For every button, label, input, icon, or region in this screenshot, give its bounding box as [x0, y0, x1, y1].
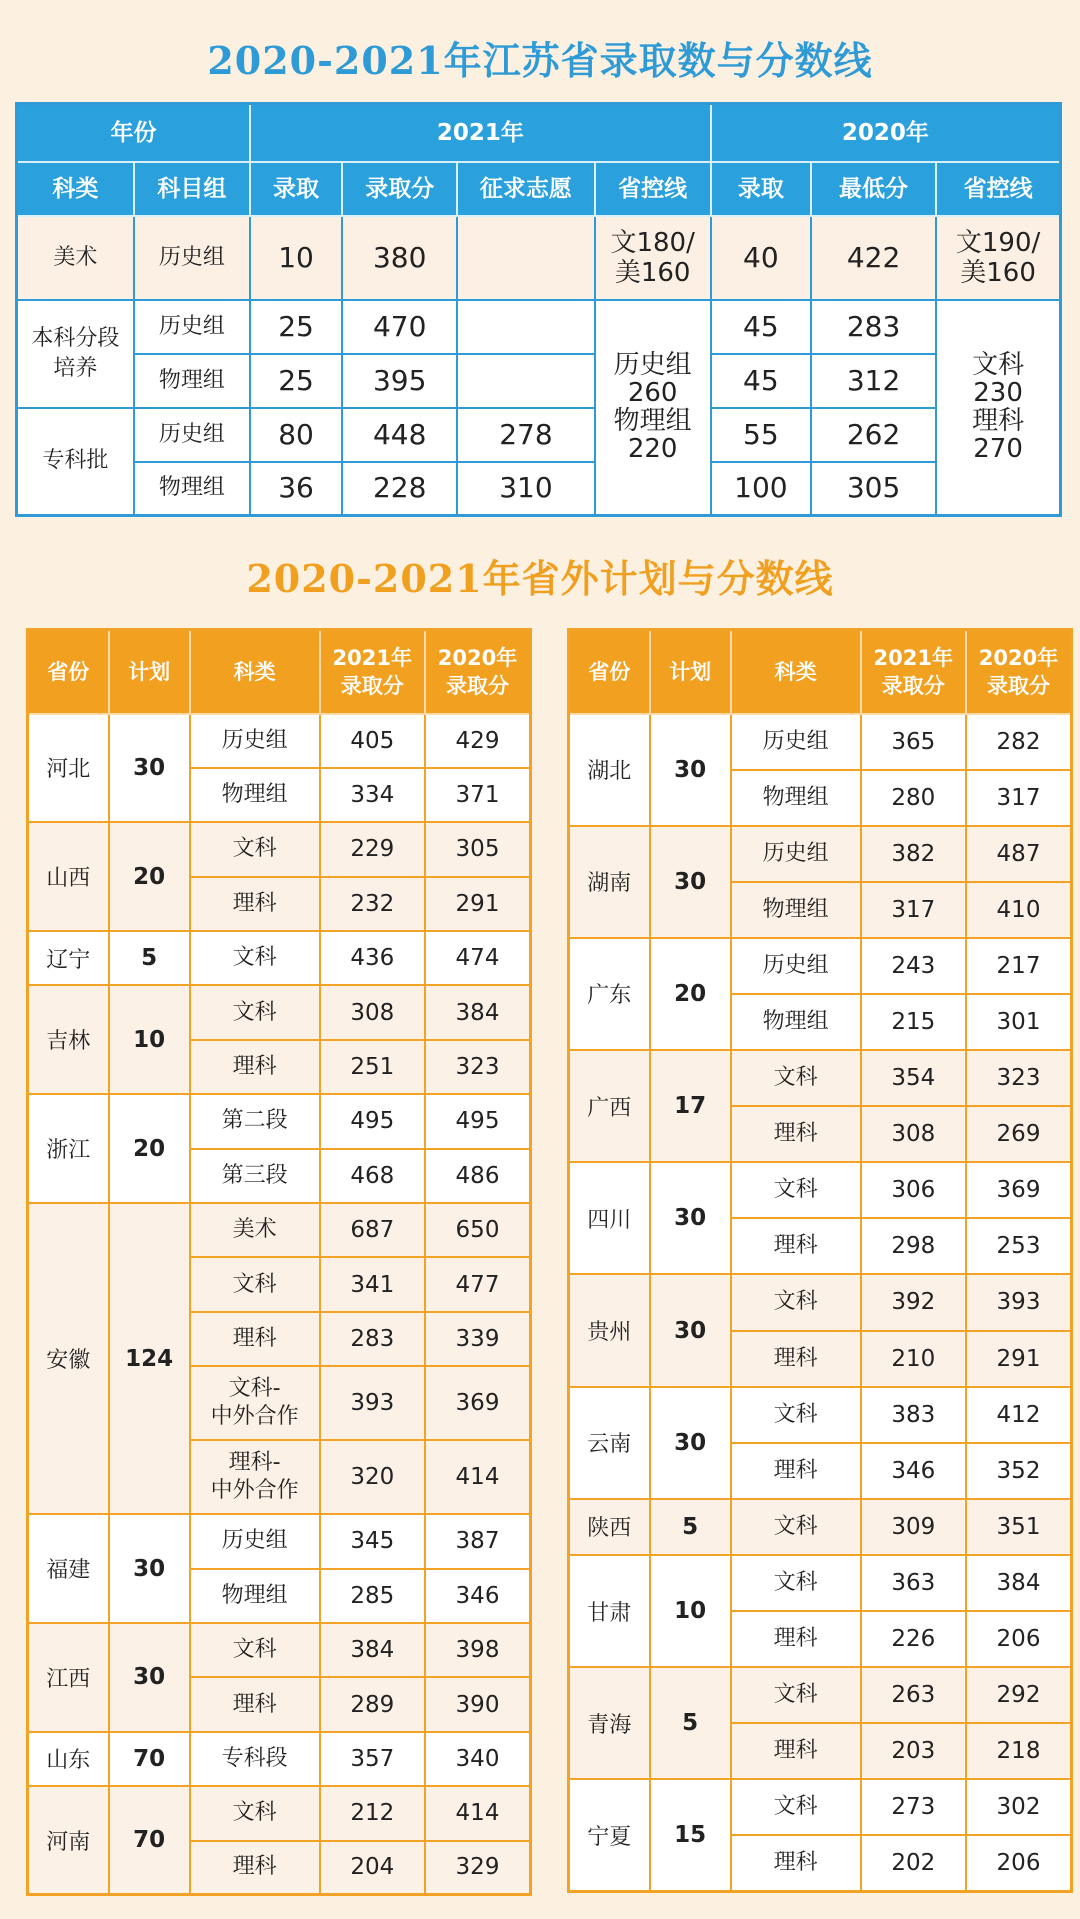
score-2021-cell: 365 — [861, 714, 966, 770]
score-2020-cell: 369 — [425, 1366, 531, 1440]
score-2020-cell: 253 — [966, 1218, 1072, 1274]
score-2020-cell: 317 — [966, 770, 1072, 826]
value-cell: 45 — [711, 354, 811, 408]
col-header: 省份 — [28, 630, 109, 714]
value-cell: 448 — [342, 408, 457, 462]
plan-cell: 20 — [109, 822, 190, 931]
score-2020-cell: 323 — [425, 1040, 531, 1094]
province-cell: 江西 — [28, 1623, 109, 1732]
subject-cell: 文科 — [190, 1257, 320, 1311]
province-cell: 青海 — [569, 1667, 650, 1779]
score-2020-cell: 302 — [966, 1779, 1072, 1835]
subject-cell: 理科 — [731, 1218, 861, 1274]
col-header: 科类 — [190, 630, 320, 714]
subject-cell: 历史组 — [731, 826, 861, 882]
col-header: 计划 — [650, 630, 731, 714]
province-cell: 浙江 — [28, 1094, 109, 1203]
table-row — [569, 938, 1072, 994]
outside-table-title: 2020-2021年省外计划与分数线 — [246, 556, 834, 601]
value-cell: 283 — [811, 300, 936, 354]
col-header: 省控线 — [595, 162, 711, 216]
province-cell: 云南 — [569, 1387, 650, 1499]
table-row — [569, 826, 1072, 882]
subject-cell: 美术 — [190, 1203, 320, 1257]
category-cell: 本科分段 培养 — [17, 300, 134, 408]
score-2020-cell: 206 — [966, 1611, 1072, 1667]
subject-cell: 文科 — [731, 1050, 861, 1106]
score-2020-cell: 340 — [425, 1732, 531, 1786]
score-2020-cell: 384 — [966, 1555, 1072, 1611]
score-2021-cell: 204 — [320, 1841, 425, 1895]
score-2020-cell: 346 — [425, 1569, 531, 1623]
table-row — [28, 1203, 531, 1257]
score-2021-cell: 251 — [320, 1040, 425, 1094]
table-row — [569, 1555, 1072, 1611]
subject-cell: 文科 — [731, 1779, 861, 1835]
plan-cell: 17 — [650, 1050, 731, 1162]
subject-cell: 文科 — [731, 1274, 861, 1330]
value-cell: 262 — [811, 408, 936, 462]
subject-cell: 历史组 — [731, 714, 861, 770]
score-2020-cell: 301 — [966, 994, 1072, 1050]
subject-cell: 理科 — [190, 1841, 320, 1895]
subject-cell: 理科 — [731, 1443, 861, 1499]
score-2020-cell: 351 — [966, 1499, 1072, 1555]
plan-cell: 30 — [650, 1274, 731, 1386]
score-2021-cell: 334 — [320, 768, 425, 822]
table-row — [28, 1623, 531, 1677]
plan-cell: 30 — [650, 1387, 731, 1499]
subject-cell: 文科 — [190, 1786, 320, 1840]
score-2021-cell: 289 — [320, 1677, 425, 1731]
col-header: 科类 — [17, 162, 134, 216]
province-cell: 安徽 — [28, 1203, 109, 1514]
value-cell: 100 — [711, 462, 811, 516]
outside-plan-table-left — [26, 628, 532, 1896]
value-cell: 395 — [342, 354, 457, 408]
score-2020-cell: 282 — [966, 714, 1072, 770]
table-row — [28, 714, 531, 768]
col-header: 2021年 录取分 — [320, 630, 425, 714]
col-header: 科类 — [731, 630, 861, 714]
plan-cell: 20 — [650, 938, 731, 1050]
plan-cell: 15 — [650, 1779, 731, 1891]
score-2021-cell: 215 — [861, 994, 966, 1050]
plan-cell: 10 — [650, 1555, 731, 1667]
subject-cell: 历史组 — [731, 938, 861, 994]
table-row — [569, 1667, 1072, 1723]
score-2020-cell: 414 — [425, 1440, 531, 1514]
score-2020-cell: 393 — [966, 1274, 1072, 1330]
score-2021-cell: 687 — [320, 1203, 425, 1257]
score-2020-cell: 384 — [425, 985, 531, 1039]
value-cell: 36 — [250, 462, 342, 516]
col-header: 最低分 — [811, 162, 936, 216]
province-cell: 湖南 — [569, 826, 650, 938]
table-row — [28, 931, 531, 985]
plan-cell: 30 — [650, 714, 731, 826]
score-2021-cell: 495 — [320, 1094, 425, 1148]
score-2020-cell: 410 — [966, 882, 1072, 938]
province-cell: 宁夏 — [569, 1779, 650, 1891]
subject-cell: 理科 — [731, 1331, 861, 1387]
score-2021-cell: 263 — [861, 1667, 966, 1723]
province-cell: 辽宁 — [28, 931, 109, 985]
value-cell: 25 — [250, 354, 342, 408]
score-2021-cell: 393 — [320, 1366, 425, 1440]
subject-cell: 文科 — [190, 1623, 320, 1677]
score-2021-cell: 285 — [320, 1569, 425, 1623]
category-cell: 专科批 — [17, 408, 134, 516]
score-2020-cell: 339 — [425, 1312, 531, 1366]
value-cell: 380 — [342, 216, 457, 300]
subject-cell: 文科 — [731, 1667, 861, 1723]
value-cell: 55 — [711, 408, 811, 462]
category-cell: 美术 — [17, 216, 134, 300]
subject-cell: 理科 — [190, 1312, 320, 1366]
value-cell: 470 — [342, 300, 457, 354]
table-row — [569, 714, 1072, 770]
score-2020-cell: 369 — [966, 1162, 1072, 1218]
score-2021-cell: 306 — [861, 1162, 966, 1218]
group-cell: 物理组 — [134, 354, 250, 408]
group-cell: 历史组 — [134, 216, 250, 300]
subject-cell: 理科 — [190, 1677, 320, 1731]
header-2021: 2021年 — [250, 104, 711, 162]
score-2021-cell: 212 — [320, 1786, 425, 1840]
score-2021-cell: 382 — [861, 826, 966, 882]
score-2020-cell: 495 — [425, 1094, 531, 1148]
value-cell: 80 — [250, 408, 342, 462]
province-cell: 陕西 — [569, 1499, 650, 1555]
subject-cell: 专科段 — [190, 1732, 320, 1786]
value-cell: 10 — [250, 216, 342, 300]
province-cell: 湖北 — [569, 714, 650, 826]
plan-cell: 5 — [650, 1667, 731, 1779]
subject-cell: 理科 — [731, 1835, 861, 1891]
control-line-merged-2021: 历史组 260 物理组 220 — [595, 300, 711, 516]
score-2021-cell: 280 — [861, 770, 966, 826]
col-header: 科目组 — [134, 162, 250, 216]
col-header: 录取 — [250, 162, 342, 216]
score-2020-cell: 269 — [966, 1106, 1072, 1162]
subject-cell: 文科 — [731, 1555, 861, 1611]
subject-cell: 文科 — [731, 1499, 861, 1555]
province-cell: 山西 — [28, 822, 109, 931]
province-cell: 广东 — [569, 938, 650, 1050]
subject-cell: 理科 — [731, 1723, 861, 1779]
score-2020-cell: 412 — [966, 1387, 1072, 1443]
plan-cell: 30 — [109, 1623, 190, 1732]
subject-cell: 文科 — [190, 822, 320, 876]
plan-cell: 30 — [109, 1514, 190, 1623]
control-line-merged-2020: 文科 230 理科 270 — [936, 300, 1060, 516]
score-2020-cell: 650 — [425, 1203, 531, 1257]
header-year: 年份 — [17, 104, 250, 162]
subject-cell: 文科 — [190, 985, 320, 1039]
score-2020-cell: 371 — [425, 768, 531, 822]
table-row — [569, 1499, 1072, 1555]
score-2020-cell: 292 — [966, 1667, 1072, 1723]
value-cell: 312 — [811, 354, 936, 408]
control-line-cell: 文190/ 美160 — [936, 216, 1060, 300]
score-2021-cell: 405 — [320, 714, 425, 768]
subject-cell: 理科 — [190, 877, 320, 931]
subject-cell: 物理组 — [731, 882, 861, 938]
table-row — [28, 1732, 531, 1786]
score-2020-cell: 487 — [966, 826, 1072, 882]
score-2021-cell: 346 — [861, 1443, 966, 1499]
jiangsu-admission-table — [15, 102, 1062, 517]
score-2020-cell: 206 — [966, 1835, 1072, 1891]
score-2021-cell: 283 — [320, 1312, 425, 1366]
subject-cell: 理科- 中外合作 — [190, 1440, 320, 1514]
col-header: 录取分 — [342, 162, 457, 216]
value-cell: 45 — [711, 300, 811, 354]
table-row — [28, 1094, 531, 1148]
score-2021-cell: 202 — [861, 1835, 966, 1891]
score-2021-cell: 320 — [320, 1440, 425, 1514]
score-2020-cell: 398 — [425, 1623, 531, 1677]
score-2021-cell: 363 — [861, 1555, 966, 1611]
score-2021-cell: 357 — [320, 1732, 425, 1786]
plan-cell: 124 — [109, 1203, 190, 1514]
plan-cell: 70 — [109, 1786, 190, 1895]
subject-cell: 物理组 — [731, 994, 861, 1050]
score-2020-cell: 390 — [425, 1677, 531, 1731]
score-2021-cell: 384 — [320, 1623, 425, 1677]
table-row — [569, 1274, 1072, 1330]
value-cell — [457, 300, 594, 354]
value-cell — [457, 354, 594, 408]
score-2021-cell: 354 — [861, 1050, 966, 1106]
group-cell: 历史组 — [134, 300, 250, 354]
province-cell: 甘肃 — [569, 1555, 650, 1667]
col-header: 2020年 录取分 — [425, 630, 531, 714]
score-2021-cell: 273 — [861, 1779, 966, 1835]
col-header: 省份 — [569, 630, 650, 714]
score-2021-cell: 383 — [861, 1387, 966, 1443]
value-cell: 25 — [250, 300, 342, 354]
subject-cell: 物理组 — [731, 770, 861, 826]
subject-cell: 文科 — [731, 1387, 861, 1443]
score-2021-cell: 243 — [861, 938, 966, 994]
col-header: 征求志愿 — [457, 162, 594, 216]
province-cell: 广西 — [569, 1050, 650, 1162]
group-cell: 历史组 — [134, 408, 250, 462]
col-header: 计划 — [109, 630, 190, 714]
control-line-cell: 文180/ 美160 — [595, 216, 711, 300]
group-cell: 物理组 — [134, 462, 250, 516]
plan-cell: 10 — [109, 985, 190, 1094]
province-cell: 河南 — [28, 1786, 109, 1895]
score-2020-cell: 329 — [425, 1841, 531, 1895]
score-2021-cell: 345 — [320, 1514, 425, 1568]
score-2021-cell: 232 — [320, 877, 425, 931]
value-cell: 310 — [457, 462, 594, 516]
table-row — [28, 985, 531, 1039]
plan-cell: 5 — [650, 1499, 731, 1555]
table-row — [28, 1514, 531, 1568]
plan-cell: 20 — [109, 1094, 190, 1203]
score-2020-cell: 218 — [966, 1723, 1072, 1779]
plan-cell: 70 — [109, 1732, 190, 1786]
score-2020-cell: 217 — [966, 938, 1072, 994]
score-2020-cell: 291 — [966, 1331, 1072, 1387]
score-2020-cell: 291 — [425, 877, 531, 931]
score-2021-cell: 309 — [861, 1499, 966, 1555]
value-cell: 40 — [711, 216, 811, 300]
score-2020-cell: 477 — [425, 1257, 531, 1311]
score-2020-cell: 305 — [425, 822, 531, 876]
value-cell: 422 — [811, 216, 936, 300]
subject-cell: 历史组 — [190, 714, 320, 768]
score-2021-cell: 317 — [861, 882, 966, 938]
province-cell: 山东 — [28, 1732, 109, 1786]
subject-cell: 历史组 — [190, 1514, 320, 1568]
value-cell: 278 — [457, 408, 594, 462]
subject-cell: 理科 — [731, 1106, 861, 1162]
table-row — [569, 1387, 1072, 1443]
header-2020: 2020年 — [711, 104, 1061, 162]
table-row — [569, 1162, 1072, 1218]
plan-cell: 5 — [109, 931, 190, 985]
score-2020-cell: 486 — [425, 1149, 531, 1203]
subject-cell: 理科 — [190, 1040, 320, 1094]
score-2021-cell: 392 — [861, 1274, 966, 1330]
table-row — [569, 1050, 1072, 1106]
score-2021-cell: 308 — [320, 985, 425, 1039]
score-2021-cell: 436 — [320, 931, 425, 985]
province-cell: 河北 — [28, 714, 109, 823]
subject-cell: 文科 — [731, 1162, 861, 1218]
province-cell: 四川 — [569, 1162, 650, 1274]
col-header: 2020年 录取分 — [966, 630, 1072, 714]
score-2020-cell: 429 — [425, 714, 531, 768]
score-2021-cell: 298 — [861, 1218, 966, 1274]
score-2020-cell: 474 — [425, 931, 531, 985]
col-header: 录取 — [711, 162, 811, 216]
score-2020-cell: 352 — [966, 1443, 1072, 1499]
score-2021-cell: 210 — [861, 1331, 966, 1387]
score-2020-cell: 323 — [966, 1050, 1072, 1106]
province-cell: 福建 — [28, 1514, 109, 1623]
table-row — [28, 822, 531, 876]
subject-cell: 理科 — [731, 1611, 861, 1667]
score-2021-cell: 203 — [861, 1723, 966, 1779]
value-cell: 305 — [811, 462, 936, 516]
subject-cell: 文科 — [190, 931, 320, 985]
plan-cell: 30 — [650, 1162, 731, 1274]
table-row — [28, 1786, 531, 1840]
score-2021-cell: 229 — [320, 822, 425, 876]
col-header: 省控线 — [936, 162, 1060, 216]
outside-plan-table-right — [567, 628, 1073, 1893]
subject-cell: 第二段 — [190, 1094, 320, 1148]
subject-cell: 物理组 — [190, 1569, 320, 1623]
subject-cell: 第三段 — [190, 1149, 320, 1203]
province-cell: 贵州 — [569, 1274, 650, 1386]
plan-cell: 30 — [650, 826, 731, 938]
score-2021-cell: 308 — [861, 1106, 966, 1162]
table-row — [569, 1779, 1072, 1835]
score-2020-cell: 387 — [425, 1514, 531, 1568]
score-2021-cell: 341 — [320, 1257, 425, 1311]
subject-cell: 文科- 中外合作 — [190, 1366, 320, 1440]
score-2021-cell: 226 — [861, 1611, 966, 1667]
score-2021-cell: 468 — [320, 1149, 425, 1203]
plan-cell: 30 — [109, 714, 190, 823]
col-header: 2021年 录取分 — [861, 630, 966, 714]
province-cell: 吉林 — [28, 985, 109, 1094]
jiangsu-table-title: 2020-2021年江苏省录取数与分数线 — [207, 38, 873, 83]
value-cell — [457, 216, 594, 300]
score-2020-cell: 414 — [425, 1786, 531, 1840]
value-cell: 228 — [342, 462, 457, 516]
subject-cell: 物理组 — [190, 768, 320, 822]
